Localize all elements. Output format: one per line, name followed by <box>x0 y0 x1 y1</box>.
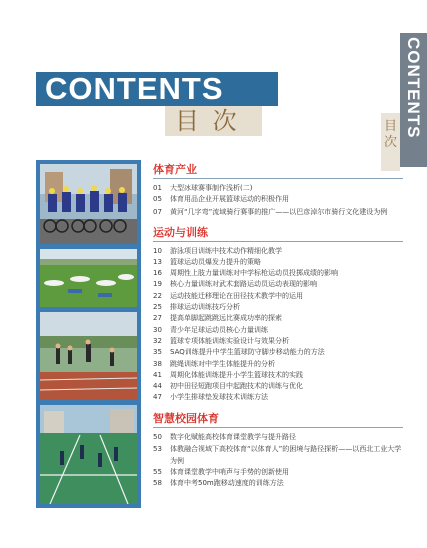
toc-item[interactable] <box>153 370 403 381</box>
item-title: 黄河“几字弯”流域骑行赛事的推广——以巴彦淖尔市骑行文化建设为例 <box>170 207 388 216</box>
toc-sections <box>153 163 403 490</box>
item-title: 提高单脚起跳跳远比赛成功率的探索 <box>170 314 282 323</box>
section-smart-campus <box>153 412 403 490</box>
page-number: 47 <box>153 393 162 402</box>
item-title: 体教融合视域下高校体育“以体育人”的困境与路径探析——以西北工业大学为例 <box>170 445 402 466</box>
item-title: 篮球专项体能训练实验设计与效果分析 <box>170 336 289 345</box>
item-title: 体育用品企业开展篮球运动的积极作用 <box>170 195 289 204</box>
toc-item[interactable] <box>153 313 403 324</box>
item-title: 大型冰球赛事制作浅析(二) <box>170 184 253 192</box>
toc-item[interactable] <box>153 279 403 290</box>
section-title: 运动与训练 <box>153 226 403 242</box>
side-mulu-label: 目次 <box>383 119 397 150</box>
page-number: 30 <box>153 325 162 334</box>
toc-item[interactable] <box>153 381 403 392</box>
mulu-label: 目 次 <box>175 107 240 135</box>
item-title: 周期化体能训练提升小学生篮球技术的实践 <box>170 370 303 379</box>
page-number: 35 <box>153 348 162 357</box>
toc-item[interactable] <box>153 336 403 347</box>
item-title: 初中田径短跑项目中起跑技术的训练与优化 <box>170 382 303 391</box>
item-title: 体育中考50m跑移动速度的训练方法 <box>170 479 284 488</box>
item-title: 体育课堂教学中哨声与手势的创新使用 <box>170 468 289 477</box>
toc-item[interactable] <box>153 443 403 467</box>
page-number: 10 <box>153 246 162 255</box>
contents-title: CONTENTS <box>36 72 278 106</box>
item-title: 核心力量训练对武术套路运动员运动表现的影响 <box>170 280 317 289</box>
toc-item[interactable] <box>153 257 403 268</box>
section-sports-industry <box>153 163 403 218</box>
toc-item[interactable] <box>153 246 403 257</box>
page-number: 07 <box>153 207 162 216</box>
page-number: 25 <box>153 303 162 312</box>
section-training <box>153 226 403 404</box>
photo-column <box>36 160 141 508</box>
toc-item[interactable] <box>153 359 403 370</box>
toc-item[interactable] <box>153 347 403 358</box>
page-number: 22 <box>153 291 162 300</box>
item-title: 排球运动训练技巧分析 <box>170 303 240 312</box>
item-title: 游泳项目训练中技术动作精细化教学 <box>170 246 282 255</box>
page-number: 38 <box>153 359 162 368</box>
training-photo <box>40 249 137 307</box>
page-number: 50 <box>153 432 162 441</box>
item-title: SAQ训练提升中学生篮球防守脚步移动能力的方法 <box>170 348 325 357</box>
side-contents-label: CONTENTS <box>404 37 423 139</box>
toc-item[interactable] <box>153 478 403 489</box>
toc-item[interactable] <box>153 392 403 403</box>
page-number: 58 <box>153 479 162 488</box>
toc-item[interactable] <box>153 206 403 218</box>
toc-item[interactable] <box>153 302 403 313</box>
page-number: 16 <box>153 269 162 278</box>
page-number: 19 <box>153 280 162 289</box>
toc-item[interactable] <box>153 194 403 205</box>
toc-item[interactable] <box>153 432 403 443</box>
page-number: 32 <box>153 336 162 345</box>
mulu-box <box>165 106 262 136</box>
cycling-photo <box>40 164 137 244</box>
page-number: 01 <box>153 184 162 192</box>
item-title: 数字化赋能高校体育课堂教学与提升路径 <box>170 432 296 441</box>
page-number: 44 <box>153 382 162 391</box>
item-title: 青少年足球运动员核心力量训练 <box>170 325 268 334</box>
item-title: 运动技能迁移理论在田径技术教学中的运用 <box>170 291 303 300</box>
page-number: 53 <box>153 445 162 454</box>
item-title: 周期性上肢力量训练对中学标枪运动员投掷成绩的影响 <box>170 269 338 278</box>
section-title: 智慧校园体育 <box>153 412 403 428</box>
page-number: 27 <box>153 314 162 323</box>
page-number: 13 <box>153 257 162 266</box>
toc-item[interactable] <box>153 291 403 302</box>
toc-item[interactable] <box>153 325 403 336</box>
section-title: 体育产业 <box>153 163 403 179</box>
court-photo <box>40 405 137 504</box>
page-number: 55 <box>153 468 162 477</box>
jump-photo <box>40 312 137 400</box>
page-number: 41 <box>153 370 162 379</box>
item-title: 跳绳训练对中学生体能提升的分析 <box>170 359 275 368</box>
page-number: 05 <box>153 195 162 204</box>
toc-item[interactable] <box>153 183 403 194</box>
toc-item[interactable] <box>153 467 403 478</box>
item-title: 篮球运动员爆发力提升的策略 <box>170 257 261 266</box>
item-title: 小学生排球垫发球技术训练方法 <box>170 393 268 402</box>
toc-item[interactable] <box>153 268 403 279</box>
